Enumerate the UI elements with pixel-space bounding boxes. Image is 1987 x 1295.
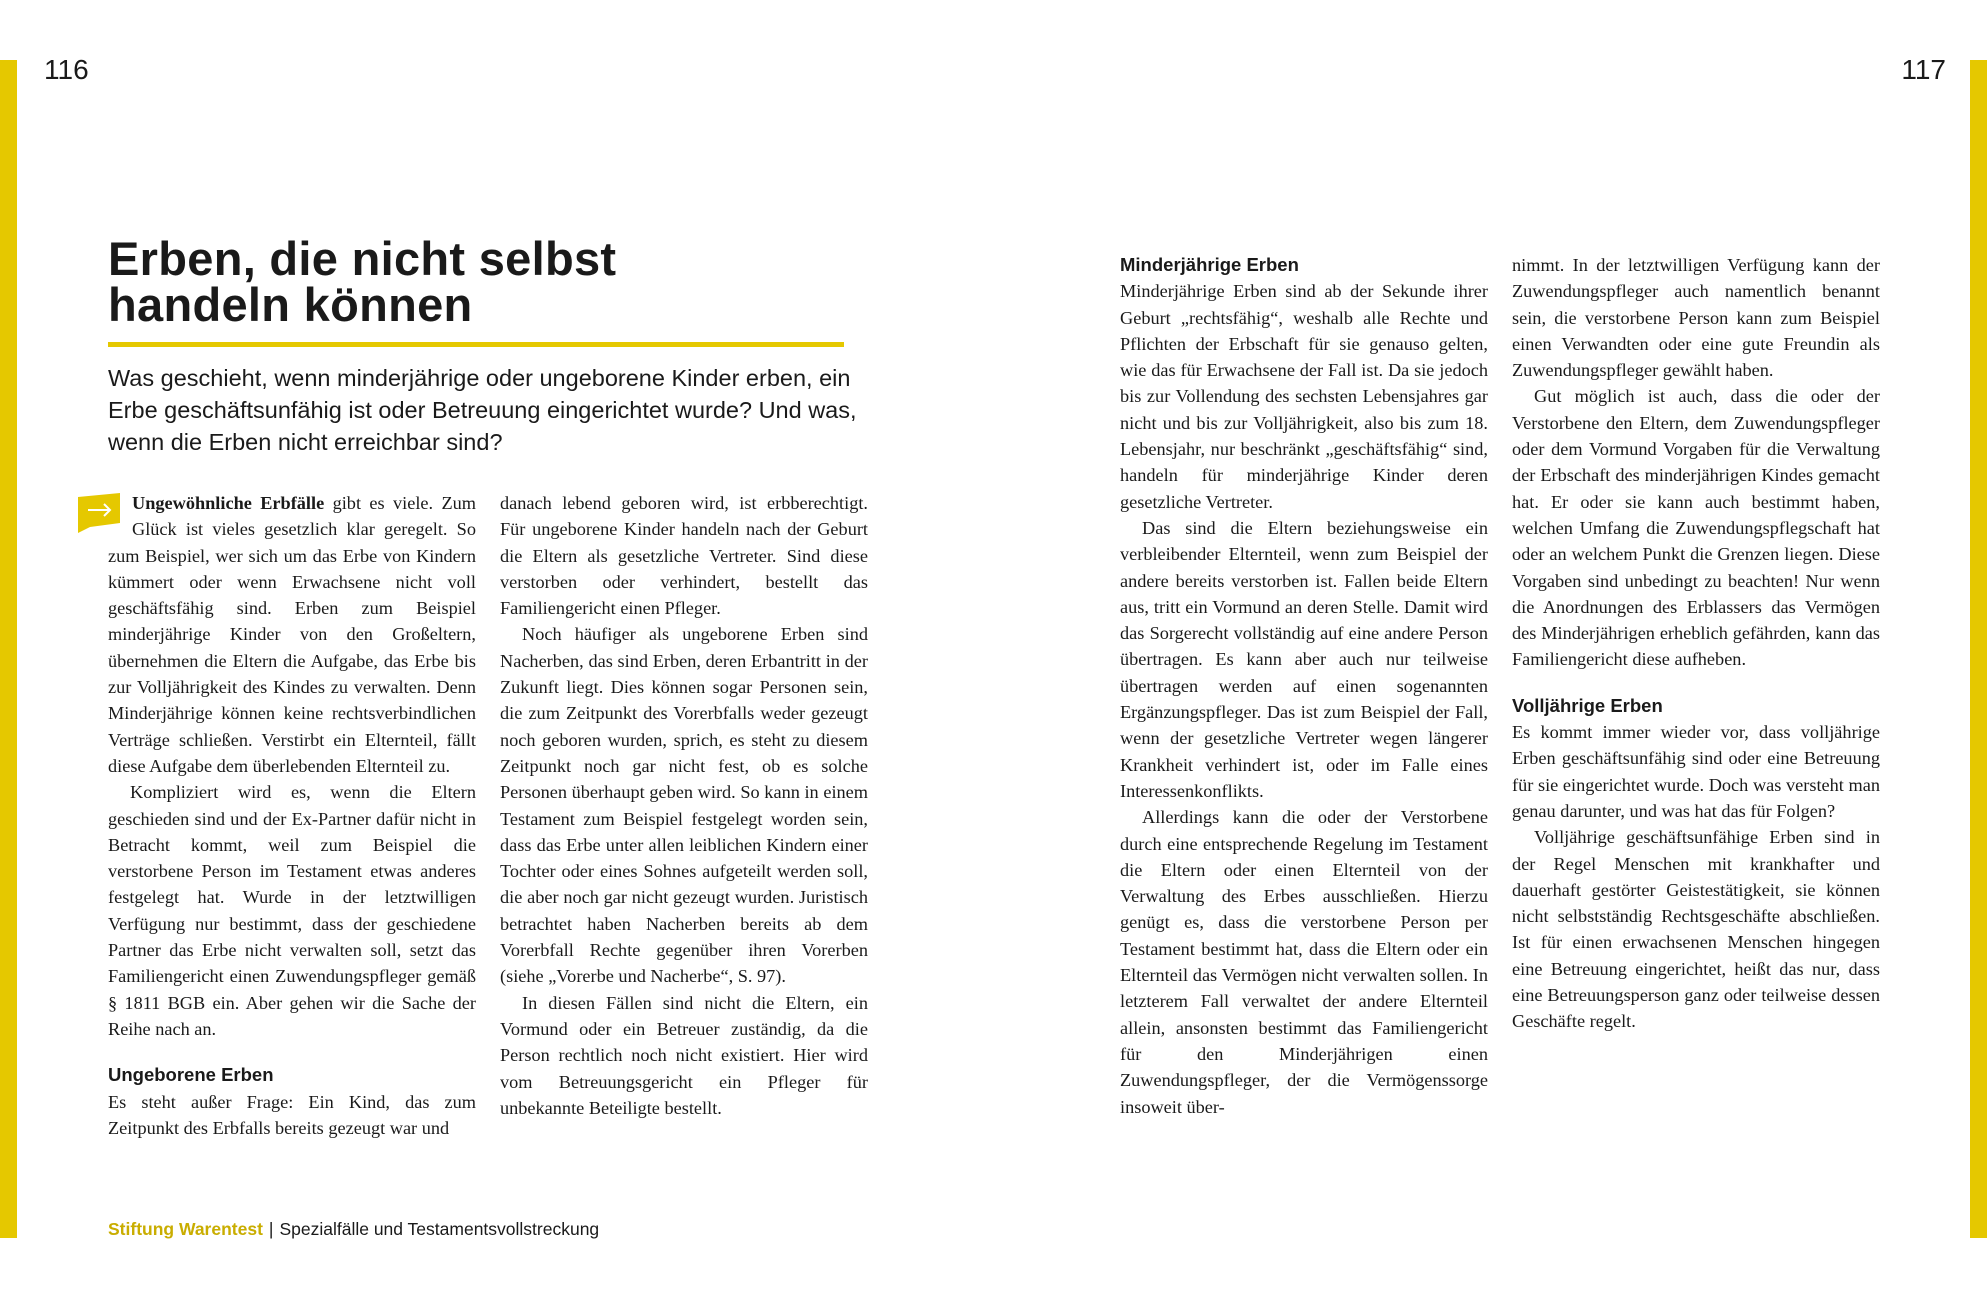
section-heading-volljaehrige-erben: Volljährige Erben — [1512, 694, 1663, 716]
page-number-left: 116 — [44, 54, 89, 85]
paragraph — [108, 490, 476, 779]
page-edge-bar-right — [1970, 60, 1987, 1238]
page-number-right: 117 — [1901, 54, 1946, 85]
paragraph: Es kommt immer wieder vor, dass volljährige Erben geschäftsunfähig sind oder eine Betreuung für sie eingerichtet wurde. Doch was versteht man genau darunter, und was hat das für Folgen? — [1512, 722, 1880, 821]
footer-brand: Stiftung Warentest — [108, 1219, 263, 1239]
text-column-3 — [1120, 252, 1488, 1120]
section-heading-ungeborene-erben: Ungeborene Erben — [108, 1064, 274, 1086]
paragraph: Volljährige geschäftsunfähige Erben sind in der Regel Menschen mit krankhafter und dauerhaft gestörter Geistestätigkeit, sie können nicht selbstständig Rechtsgeschäfte abschließen. Ist für einen erwachsenen Menschen hingegen eine Betreuung eingerichtet, heißt das nur, dass eine Betreuungsperson ganz oder teilweise dessen Geschäfte regelt. — [1512, 827, 1880, 1032]
paragraph: In diesen Fällen sind nicht die Eltern, ein Vormund oder ein Betreuer zuständig, da die Person rechtlich noch nicht existiert. Hier wird vom Betreuungsgericht ein Pfleger für unbekannte Beteiligte bestellt. — [500, 992, 868, 1118]
paragraph: nimmt. In der letztwilligen Verfügung kann der Zuwendungspfleger auch namentlich benannt sein, die verstorbene Person kann zum Beispiel einen Verwandten oder eine gute Freundin als Zuwendungspfleger gewählt haben. — [1512, 255, 1880, 381]
footer-separator: | — [268, 1219, 274, 1239]
title-underline — [108, 342, 844, 347]
text-column-4 — [1512, 252, 1880, 1035]
title-line-1: Erben, die nicht selbst — [108, 232, 617, 285]
article-title — [108, 232, 868, 331]
paragraph: Noch häufiger als ungeborene Erben sind Nacherben, das sind Erben, deren Erbantritt in der Zukunft liegt. Dies können sogar Personen sein, die zum Zeitpunkt des Vorerbfalls weder gezeugt noch geboren wurden, sprich, es steht zu diesem Zeitpunkt noch gar nicht fest, ob es solche Personen überhaupt geben wird. So kann in einem Testament zum Beispiel festgelegt worden sein, dass das Erbe unter allen leiblichen Kindern einer Tochter oder eines Sohnes aufgeteilt werden soll, die aber noch gar nicht gezeugt wurden. Juristisch betrachtet haben Nacherben bereits ab dem Vorerbfall Rechte gegenüber ihren Vorerben (siehe „Vorerbe und Nacherbe“, S. 97). — [500, 624, 868, 987]
page-footer — [108, 1218, 599, 1240]
paragraph: Kompliziert wird es, wenn die Eltern geschieden sind und der Ex-Partner dafür nicht in Betracht kommt, weil zum Beispiel die verstorbene Person im Testament etwas anderes festgelegt hat. Wurde in der letztwilligen Verfügung nur bestimmt, dass der geschiedene Partner das Erbe nicht verwalten soll, setzt das Familiengericht einen Zuwendungspfleger gemäß § 1811 BGB ein. Aber gehen wir die Sache der Reihe nach an. — [108, 782, 476, 1039]
text-column-1 — [108, 490, 476, 1141]
paragraph: danach lebend geboren wird, ist erbberechtigt. Für ungeborene Kinder handeln nach der Geburt die Eltern als gesetzliche Vertreter. Sind diese verstorben oder verhindert, bestellt das Familiengericht einen Pfleger. — [500, 493, 868, 619]
paragraph: Allerdings kann die oder der Verstorbene durch eine entsprechende Regelung im Testament die Eltern oder einen Elternteil von der Verwaltung des Erbes ausschließen. Hierzu genügt es, dass die verstorbene Person per Testament bestimmt hat, dass die Eltern oder ein Elternteil das Vermögen nicht verwalten sollen. In letzterem Fall verwaltet der andere Elternteil allein, ansonsten bestimmt das Familiengericht für den Minderjährigen einen Zuwendungspfleger, der die Vermögenssorge insoweit über- — [1120, 807, 1488, 1117]
paragraph: Gut möglich ist auch, dass die oder der Verstorbene den Eltern, dem Zuwendungspfleger oder dem Vormund Vorgaben für die Verwaltung der Erbschaft des minderjährigen Kindes gemacht hat. Er oder sie kann auch bestimmt haben, welchen Umfang die Zuwendungspflegschaft hat oder an welchem Punkt die Grenzen liegen. Diese Vorgaben sind unbedingt zu beachten! Nur wenn die Anordnungen des Erblassers das Vermögen des Minderjährigen erheblich gefährden, kann das Familiengericht diese aufheben. — [1512, 386, 1880, 670]
footer-section: Spezialfälle und Testamentsvollstreckung — [279, 1219, 600, 1239]
paragraph: Das sind die Eltern beziehungsweise ein verbleibender Elternteil, wenn zum Beispiel der andere bereits verstorben ist. Fallen beide Eltern aus, tritt ein Vormund an deren Stelle. Damit wird das Sorgerecht vollständig auf eine andere Person übertragen. Es kann aber auch nur teilweise übertragen werden auf einen sogenannten Ergänzungspfleger. Das ist zum Beispiel der Fall, wenn der gesetzliche Vertreter wegen längerer Krankheit verhindert ist, oder im Falle eines Interessenkonflikts. — [1120, 517, 1488, 801]
paragraph: Es steht außer Frage: Ein Kind, das zum Zeitpunkt des Erbfalls bereits gezeugt war und — [108, 1091, 476, 1138]
arrow-right-icon — [78, 493, 120, 533]
page-edge-bar-left — [0, 60, 17, 1238]
lead-in: Ungewöhnliche Erbfälle — [132, 493, 325, 513]
paragraph: Minderjährige Erben sind ab der Sekunde ihrer Geburt „rechtsfähig“, weshalb alle Rechte und Pflichten der Erbschaft für sie genauso gelten, wie das für Erwachsene der Fall ist. Da sie jedoch bis zur Vollendung des sechsten Lebensjahres gar nicht und bis zur Volljährigkeit, also bis zum 18. Lebensjahr, nur beschränkt „geschäftsfähig“ sind, handeln für minderjährige Kinder deren gesetzliche Vertreter. — [1120, 281, 1488, 512]
text-column-2 — [500, 490, 868, 1121]
paragraph-text: gibt es viele. Zum Glück ist vieles gesetzlich klar geregelt. So zum Beispiel, wer sich um das Erbe von Kindern kümmert oder wenn Erwachsene nicht voll geschäftsfähig sind. Erben zum Beispiel minderjährige Kinder von den Großeltern, übernehmen die Eltern die Aufgabe, das Erbe bis zur Volljährigkeit des Kindes zu verwalten. Denn Minderjährige können keine rechtsverbindlichen Verträge schließen. Verstirbt ein Elternteil, fällt diese Aufgabe dem überlebenden Elternteil zu. — [108, 493, 477, 776]
intro-text: Was geschieht, wenn minderjährige oder ungeborene Kinder erben, ein Erbe geschäftsunfähig ist oder Betreuung eingerichtet wurde? Und was, wenn die Erben nicht erreichbar sind? — [108, 365, 857, 455]
section-heading-minderjaehrige-erben: Minderjährige Erben — [1120, 254, 1299, 275]
title-line-2: handeln können — [108, 278, 473, 331]
